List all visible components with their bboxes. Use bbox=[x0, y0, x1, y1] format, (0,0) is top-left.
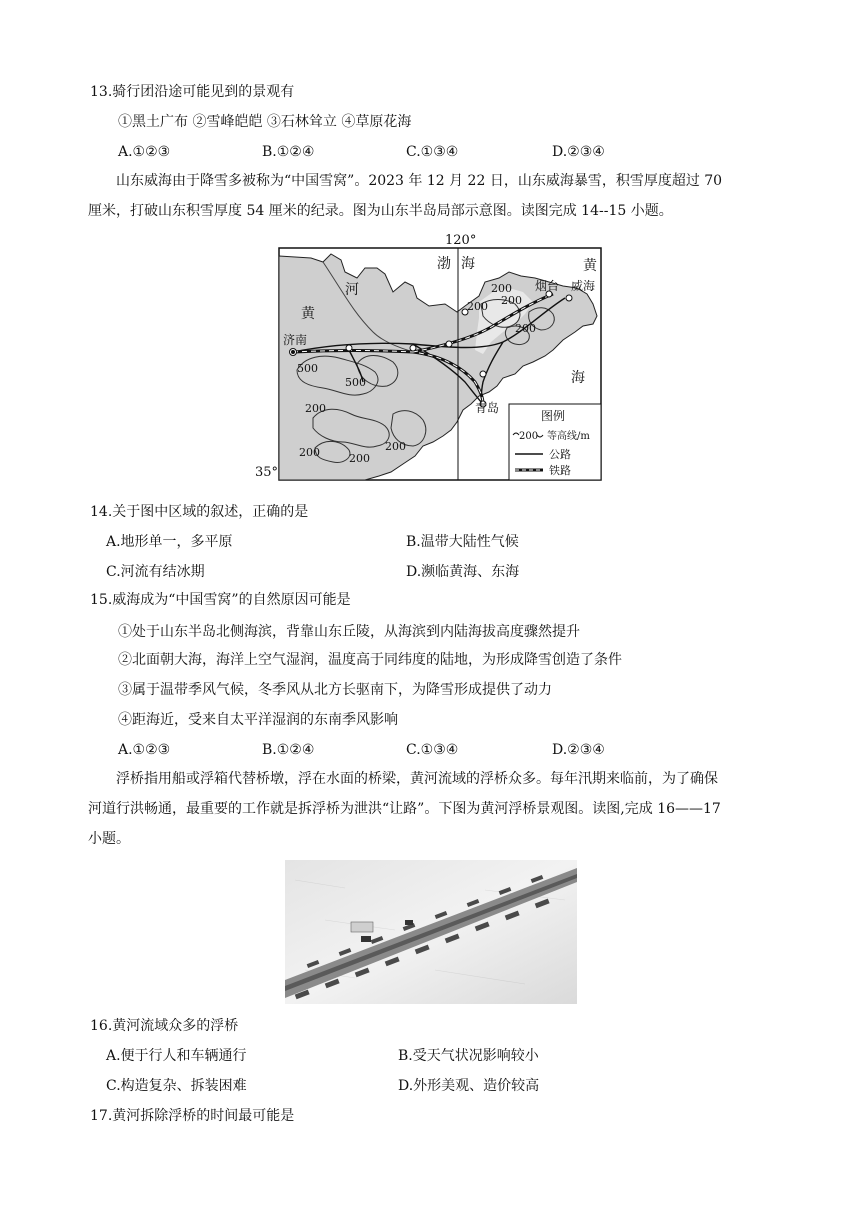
q16-option-c: C.构造复杂、拆装困难 bbox=[106, 1078, 247, 1094]
shandong-peninsula-map bbox=[253, 232, 605, 484]
passage-pontoon-line1: 浮桥指用船或浮箱代替桥墩，浮在水面的桥梁，黄河流域的浮桥众多。每年汛期来临前，为了确保 bbox=[116, 771, 718, 787]
vehicle bbox=[405, 920, 413, 925]
city-marker-weihai bbox=[566, 295, 572, 301]
river-label-huang: 黄 bbox=[301, 306, 315, 322]
q16-stem: 16.黄河流域众多的浮桥 bbox=[90, 1018, 239, 1034]
town-marker bbox=[480, 371, 486, 377]
q15-item-4: ④距海近，受来自太平洋湿润的东南季风影响 bbox=[118, 712, 398, 728]
q13-option-b: B.①②④ bbox=[262, 144, 315, 160]
passage-pontoon-line3: 小题。 bbox=[88, 831, 130, 847]
q13-stem: 13.骑行团沿途可能见到的景观有 bbox=[90, 84, 295, 100]
q15-item-3: ③属于温带季风气候，冬季风从北方长驱南下，为降雪形成提供了动力 bbox=[118, 682, 552, 698]
q14-stem: 14.关于图中区域的叙述，正确的是 bbox=[90, 504, 309, 520]
q14-option-c: C.河流有结冰期 bbox=[106, 564, 205, 580]
legend-title: 图例 bbox=[541, 409, 566, 423]
legend-contour-sample: 200 bbox=[519, 431, 539, 442]
sea-label-hai: 海 bbox=[461, 256, 475, 272]
passage-weihai-line2: 厘米，打破山东积雪厚度 54 厘米的纪录。图为山东半岛局部示意图。读图完成 14--15 小题。 bbox=[88, 203, 673, 219]
q15-option-c: C.①③④ bbox=[406, 742, 459, 758]
contour-label: 500 bbox=[345, 376, 366, 389]
town-marker bbox=[446, 341, 452, 347]
town-marker bbox=[346, 345, 352, 351]
q16-option-d: D.外形美观、造价较高 bbox=[398, 1078, 540, 1094]
town-marker bbox=[410, 345, 416, 351]
q15-stem: 15.威海成为“中国雪窝”的自然原因可能是 bbox=[90, 592, 351, 608]
passage-pontoon-line2: 河道行洪畅通，最重要的工作就是拆浮桥为泄洪“让路”。下图为黄河浮桥景观图。读图,完成 16——17 bbox=[88, 801, 721, 817]
q15-option-d: D.②③④ bbox=[552, 742, 605, 758]
contour-label: 200 bbox=[349, 452, 370, 465]
city-label-yantai: 烟台 bbox=[535, 279, 560, 293]
contour-label: 200 bbox=[299, 446, 320, 459]
contour-label: 200 bbox=[491, 282, 512, 295]
map-legend bbox=[509, 404, 601, 480]
contour-label: 200 bbox=[305, 402, 326, 415]
q16-option-b: B.受天气状况影响较小 bbox=[398, 1048, 539, 1064]
vehicle bbox=[361, 936, 371, 942]
q14-option-d: D.濒临黄海、东海 bbox=[406, 564, 520, 580]
q13-option-c: C.①③④ bbox=[406, 144, 459, 160]
q17-stem: 17.黄河拆除浮桥的时间最可能是 bbox=[90, 1108, 295, 1124]
contour-label: 200 bbox=[515, 322, 536, 335]
q13-option-a: A.①②③ bbox=[118, 144, 171, 160]
sea-label-hai-east: 海 bbox=[571, 370, 585, 386]
legend-contour-text: 等高线/m bbox=[547, 431, 590, 442]
q15-item-2: ②北面朝大海，海洋上空气湿润，温度高于同纬度的陆地，为形成降雪创造了条件 bbox=[118, 652, 622, 668]
q15-item-1: ①处于山东半岛北侧海滨，背靠山东丘陵，从海滨到内陆海拔高度骤然提升 bbox=[118, 624, 580, 640]
passage-weihai-line1: 山东威海由于降雪多被称为“中国雪窝”。2023 年 12 月 22 日，山东威海暴雪，积雪厚度超过 70 bbox=[116, 173, 723, 189]
q14-option-a: A.地形单一，多平原 bbox=[106, 534, 233, 550]
legend-rail-text: 铁路 bbox=[549, 464, 571, 477]
sea-label-bo: 渤 bbox=[437, 256, 451, 272]
sea-label-huang: 黄 bbox=[583, 258, 597, 274]
contour-label: 500 bbox=[297, 362, 318, 375]
contour-label: 200 bbox=[385, 440, 406, 453]
q13-option-d: D.②③④ bbox=[552, 144, 605, 160]
q14-option-b: B.温带大陆性气候 bbox=[406, 534, 519, 550]
passage-pontoon bbox=[88, 764, 788, 854]
latitude-label: 35° bbox=[255, 465, 279, 480]
city-marker-jinan-dot bbox=[292, 351, 295, 354]
q15-option-b: B.①②④ bbox=[262, 742, 315, 758]
pontoon-bridge-photo bbox=[285, 860, 577, 1004]
q13-items: ①黑土广布 ②雪峰皑皑 ③石林耸立 ④草原花海 bbox=[118, 114, 412, 130]
q15-option-a: A.①②③ bbox=[118, 742, 171, 758]
city-label-qingdao: 青岛 bbox=[475, 401, 500, 415]
q16-option-a: A.便于行人和车辆通行 bbox=[106, 1048, 247, 1064]
longitude-label: 120° bbox=[445, 233, 477, 248]
contour-label: 200 bbox=[467, 300, 488, 313]
contour-label: 200 bbox=[501, 294, 522, 307]
passage-weihai bbox=[88, 166, 788, 226]
city-label-weihai: 威海 bbox=[571, 279, 596, 293]
bridge-hut bbox=[351, 922, 373, 932]
river-label-he: 河 bbox=[345, 282, 359, 298]
city-label-jinan: 济南 bbox=[283, 333, 308, 347]
legend-road-text: 公路 bbox=[549, 448, 571, 461]
